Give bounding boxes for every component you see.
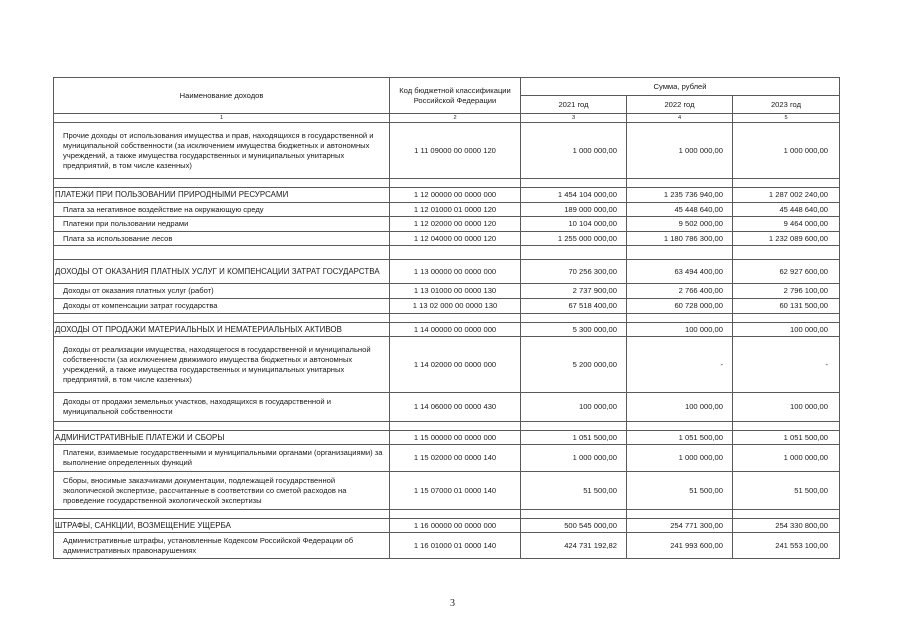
row-2022: 254 771 300,00 (627, 519, 733, 533)
row-code: 1 15 07000 01 0000 140 (390, 472, 521, 510)
row-code: 1 14 02000 00 0000 000 (390, 337, 521, 393)
row-2023: 100 000,00 (733, 323, 840, 337)
row-name: ДОХОДЫ ОТ ПРОДАЖИ МАТЕРИАЛЬНЫХ И НЕМАТЕРИАЛЬНЫХ АКТИВОВ (54, 323, 390, 337)
table-row (54, 519, 840, 533)
table-row (54, 260, 840, 284)
row-name: Доходы от оказания платных услуг (работ) (54, 284, 390, 299)
row-2022: 1 235 736 940,00 (627, 188, 733, 203)
row-name: АДМИНИСТРАТИВНЫЕ ПЛАТЕЖИ И СБОРЫ (54, 431, 390, 445)
row-2022: 51 500,00 (627, 472, 733, 510)
row-2023: 1 000 000,00 (733, 445, 840, 472)
spacer-row (54, 179, 840, 188)
row-code: 1 16 01000 01 0000 140 (390, 533, 521, 559)
row-2021: 51 500,00 (521, 472, 627, 510)
row-2021: 1 454 104 000,00 (521, 188, 627, 203)
table-row (54, 123, 840, 179)
row-2023: 62 927 600,00 (733, 260, 840, 284)
table-row (54, 284, 840, 299)
row-code: 1 13 02 000 00 0000 130 (390, 299, 521, 314)
row-2022: 241 993 600,00 (627, 533, 733, 559)
row-name: Сборы, вносимые заказчиками документации, подлежащей государственной экологической экспертизе, рассчитанные в соответствии со сметой расходов на проведение государственной экологической экспертизы (54, 472, 390, 510)
column-index: 2 (390, 114, 521, 123)
row-name: Платежи, взимаемые государственными и муниципальными органами (организациями) за выполнение определенных функций (54, 445, 390, 472)
row-code: 1 11 09000 00 0000 120 (390, 123, 521, 179)
row-code: 1 15 02000 00 0000 140 (390, 445, 521, 472)
header-year-2022: 2022 год (627, 96, 733, 114)
row-code: 1 14 00000 00 0000 000 (390, 323, 521, 337)
row-2021: 1 000 000,00 (521, 123, 627, 179)
row-name: Плата за использование лесов (54, 232, 390, 246)
row-2023: 1 287 002 240,00 (733, 188, 840, 203)
row-code: 1 13 00000 00 0000 000 (390, 260, 521, 284)
header-year-2021: 2021 год (521, 96, 627, 114)
row-2023: 9 464 000,00 (733, 217, 840, 232)
table-header (54, 78, 840, 123)
header-year-2023: 2023 год (733, 96, 840, 114)
row-2023: 1 232 089 600,00 (733, 232, 840, 246)
table-row (54, 337, 840, 393)
column-index: 1 (54, 114, 390, 123)
row-2022: 1 180 786 300,00 (627, 232, 733, 246)
row-2023: 100 000,00 (733, 393, 840, 422)
row-2023: 45 448 640,00 (733, 203, 840, 217)
row-name: ПЛАТЕЖИ ПРИ ПОЛЬЗОВАНИИ ПРИРОДНЫМИ РЕСУРСАМИ (54, 188, 390, 203)
header-code: Код бюджетной классификации Российской Федерации (390, 78, 521, 114)
row-code: 1 13 01000 00 0000 130 (390, 284, 521, 299)
row-code: 1 12 00000 00 0000 000 (390, 188, 521, 203)
table-row (54, 217, 840, 232)
row-2023: 2 796 100,00 (733, 284, 840, 299)
row-2021: 1 051 500,00 (521, 431, 627, 445)
row-2022: 2 766 400,00 (627, 284, 733, 299)
row-2021: 67 518 400,00 (521, 299, 627, 314)
row-code: 1 12 02000 00 0000 120 (390, 217, 521, 232)
spacer-row (54, 314, 840, 323)
table-row (54, 323, 840, 337)
row-name: ДОХОДЫ ОТ ОКАЗАНИЯ ПЛАТНЫХ УСЛУГ И КОМПЕНСАЦИИ ЗАТРАТ ГОСУДАРСТВА (54, 260, 390, 284)
row-2023: 51 500,00 (733, 472, 840, 510)
row-2023: - (733, 337, 840, 393)
row-2022: 1 051 500,00 (627, 431, 733, 445)
column-index: 4 (627, 114, 733, 123)
table-row (54, 203, 840, 217)
row-2021: 10 104 000,00 (521, 217, 627, 232)
revenue-table-sheet (53, 77, 839, 559)
row-code: 1 12 01000 01 0000 120 (390, 203, 521, 217)
table-row (54, 533, 840, 559)
row-2023: 60 131 500,00 (733, 299, 840, 314)
row-2021: 1 000 000,00 (521, 445, 627, 472)
spacer-row (54, 246, 840, 260)
row-2022: 63 494 400,00 (627, 260, 733, 284)
spacer-row (54, 422, 840, 431)
table-row (54, 431, 840, 445)
table-row (54, 393, 840, 422)
row-2022: 60 728 000,00 (627, 299, 733, 314)
row-code: 1 12 04000 00 0000 120 (390, 232, 521, 246)
revenue-table (53, 77, 840, 559)
row-2023: 1 051 500,00 (733, 431, 840, 445)
row-name: Административные штрафы, установленные Кодексом Российской Федерации об административных правонарушениях (54, 533, 390, 559)
row-2022: 45 448 640,00 (627, 203, 733, 217)
row-2023: 254 330 800,00 (733, 519, 840, 533)
table-row (54, 445, 840, 472)
row-2021: 100 000,00 (521, 393, 627, 422)
row-2021: 500 545 000,00 (521, 519, 627, 533)
row-code: 1 14 06000 00 0000 430 (390, 393, 521, 422)
row-name: Доходы от реализации имущества, находящегося в государственной и муниципальной собственности (за исключением движимого имущества бюджетных и автономных учреждений, а также имущества государственных и муниципальных унитарных предприятий, в том числе казенных) (54, 337, 390, 393)
spacer-row (54, 510, 840, 519)
row-2022: 1 000 000,00 (627, 445, 733, 472)
table-row (54, 472, 840, 510)
table-row (54, 188, 840, 203)
row-2023: 1 000 000,00 (733, 123, 840, 179)
row-2021: 189 000 000,00 (521, 203, 627, 217)
row-name: ШТРАФЫ, САНКЦИИ, ВОЗМЕЩЕНИЕ УЩЕРБА (54, 519, 390, 533)
row-2021: 1 255 000 000,00 (521, 232, 627, 246)
table-row (54, 232, 840, 246)
row-name: Прочие доходы от использования имущества и прав, находящихся в государственной и муниципальной собственности (за исключением имущества бюджетных и автономных учреждений, а также имущества государственных и муниципальных унитарных предприятий, в том числе казенных) (54, 123, 390, 179)
row-name: Плата за негативное воздействие на окружающую среду (54, 203, 390, 217)
table-row (54, 299, 840, 314)
row-code: 1 15 00000 00 0000 000 (390, 431, 521, 445)
row-2021: 70 256 300,00 (521, 260, 627, 284)
row-2021: 5 200 000,00 (521, 337, 627, 393)
header-sum: Сумма, рублей (521, 78, 840, 96)
row-name: Доходы от компенсации затрат государства (54, 299, 390, 314)
row-2023: 241 553 100,00 (733, 533, 840, 559)
row-2022: 100 000,00 (627, 323, 733, 337)
column-index: 3 (521, 114, 627, 123)
row-2021: 5 300 000,00 (521, 323, 627, 337)
page-number: 3 (450, 598, 455, 609)
row-2021: 2 737 900,00 (521, 284, 627, 299)
row-2021: 424 731 192,82 (521, 533, 627, 559)
row-name: Доходы от продажи земельных участков, находящихся в государственной и муниципальной собственности (54, 393, 390, 422)
row-2022: 1 000 000,00 (627, 123, 733, 179)
row-2022: 9 502 000,00 (627, 217, 733, 232)
row-name: Платежи при пользовании недрами (54, 217, 390, 232)
row-code: 1 16 00000 00 0000 000 (390, 519, 521, 533)
row-2022: - (627, 337, 733, 393)
column-index: 5 (733, 114, 840, 123)
header-name: Наименование доходов (54, 78, 390, 114)
row-2022: 100 000,00 (627, 393, 733, 422)
